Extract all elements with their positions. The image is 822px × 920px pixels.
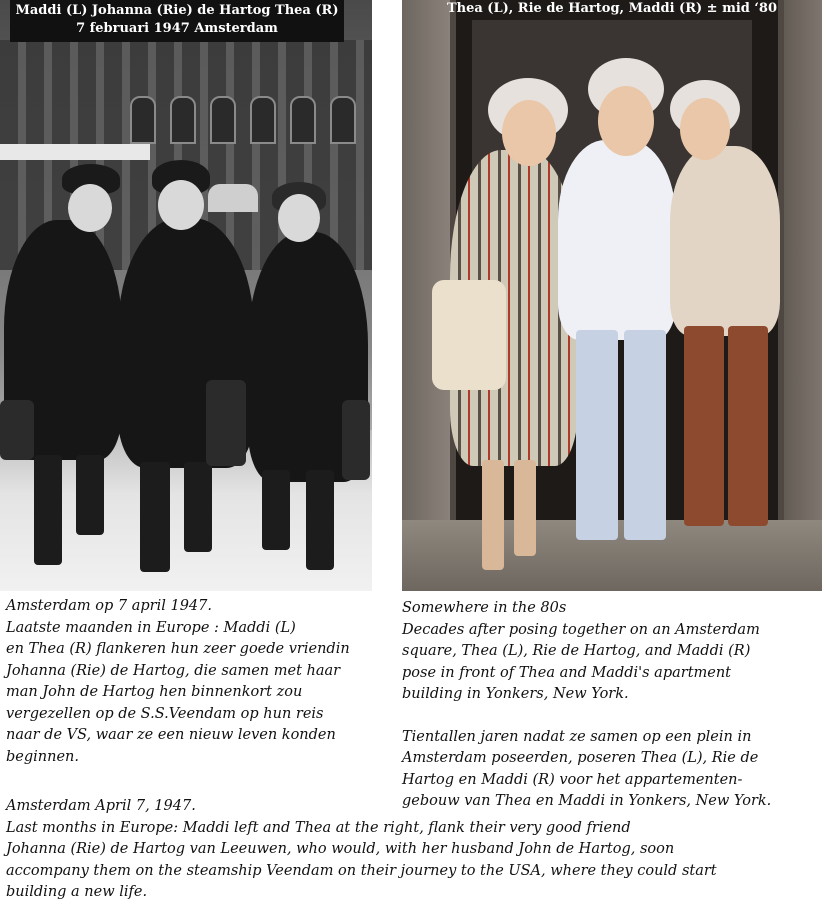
building-window xyxy=(210,96,236,144)
building-window xyxy=(290,96,316,144)
caption-80s xyxy=(402,598,820,813)
building-window xyxy=(250,96,276,144)
text-line: building in Yonkers, New York. xyxy=(402,686,629,702)
trousers xyxy=(576,330,618,540)
photo-80s-yonkers xyxy=(402,0,822,591)
text-line: vergezellen op de S.S.Veendam op hun reis xyxy=(6,705,324,722)
photo-1947-amsterdam xyxy=(0,0,372,591)
trousers xyxy=(684,326,724,526)
caption-1947-english xyxy=(6,796,818,904)
leg xyxy=(482,460,504,570)
handbag xyxy=(342,400,370,480)
text-line: Decades after posing together on an Amsterdam xyxy=(402,621,760,638)
text-line: square, Thea (L), Rie de Hartog, and Maddi (R) xyxy=(402,643,751,659)
text-line: beginnen. xyxy=(6,748,79,765)
text-line: building a new life. xyxy=(6,884,148,900)
building-window xyxy=(170,96,196,144)
leg xyxy=(140,462,170,572)
handbag xyxy=(0,400,34,460)
text-line: Somewhere in the 80s xyxy=(402,600,567,616)
text-line: Laatste maanden in Europe : Maddi (L) xyxy=(6,619,296,636)
face xyxy=(158,180,204,230)
building-window xyxy=(130,96,156,144)
caption-names: Maddi (L) Johanna (Rie) de Hartog Thea (R) xyxy=(15,3,339,18)
building-window xyxy=(330,96,356,144)
caption-date: 7 februari 1947 Amsterdam xyxy=(76,21,278,36)
leg xyxy=(184,462,212,552)
leg xyxy=(34,455,62,565)
leg xyxy=(306,470,334,570)
woman-center-blouse xyxy=(558,140,676,340)
shop-sign xyxy=(0,144,150,160)
caption-1947-dutch xyxy=(6,596,398,768)
text-line: gebouw van Thea en Maddi in Yonkers, New York. xyxy=(402,793,772,809)
leg xyxy=(514,460,536,556)
text-line: Tientallen jaren nadat ze samen op een plein in xyxy=(402,728,752,745)
text-line: pose in front of Thea and Maddi's apartment xyxy=(402,664,732,681)
face xyxy=(68,184,112,232)
text-line: Johanna (Rie) de Hartog, die samen met haar xyxy=(6,662,341,679)
face xyxy=(680,98,730,160)
text-line: naar de VS, waar ze een nieuw leven konden xyxy=(6,727,336,743)
text-line: Amsterdam op 7 april 1947. xyxy=(6,598,212,614)
face xyxy=(502,100,556,166)
face xyxy=(278,194,320,242)
text-line: Hartog en Maddi (R) voor het appartementen- xyxy=(402,771,743,788)
face xyxy=(598,86,654,156)
handbag xyxy=(206,380,246,466)
woman-right-vest xyxy=(670,146,780,336)
leg xyxy=(76,455,104,535)
shop-sign xyxy=(208,184,258,212)
text-line: Last months in Europe: Maddi left and Thea at the right, flank their very good friend xyxy=(6,819,631,836)
photo-caption-1947 xyxy=(10,0,344,42)
photo-caption-80s: Thea (L), Rie de Hartog, Maddi (R) ± mid ‘80 xyxy=(446,1,778,16)
text-line: Amsterdam April 7, 1947. xyxy=(6,798,196,814)
text-line: man John de Hartog hen binnenkort zou xyxy=(6,684,303,700)
leg xyxy=(262,470,290,550)
text-line: en Thea (R) flankeren hun zeer goede vriendin xyxy=(6,641,350,657)
text-line: Amsterdam poseerden, poseren Thea (L), Rie de xyxy=(402,750,759,766)
tote-bag xyxy=(432,280,506,390)
text-line: Johanna (Rie) de Hartog van Leeuwen, who would, with her husband John de Hartog, soon xyxy=(6,841,675,857)
trousers xyxy=(624,330,666,540)
trousers xyxy=(728,326,768,526)
text-line: accompany them on the steamship Veendam on their journey to the USA, where they could start xyxy=(6,862,717,879)
